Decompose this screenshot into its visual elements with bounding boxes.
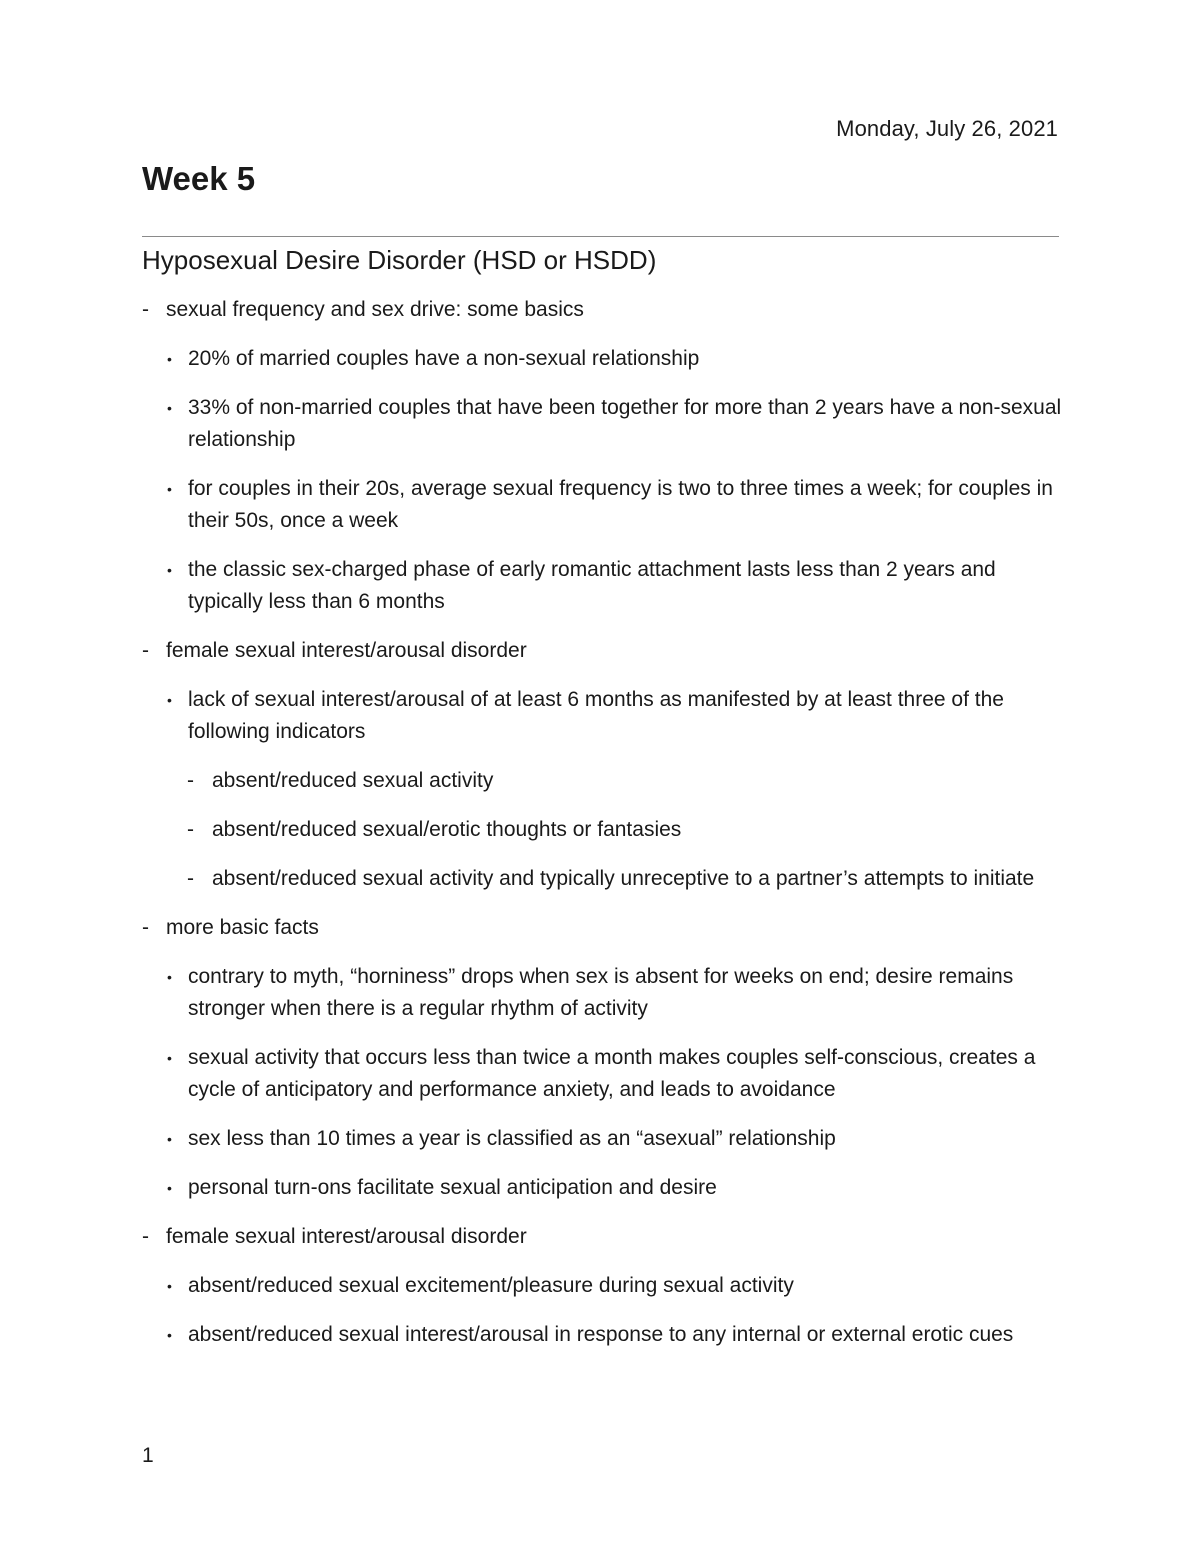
list-item-text: 20% of married couples have a non-sexual relationship <box>188 347 700 370</box>
list-item <box>142 1042 1062 1106</box>
list-item <box>142 343 1062 375</box>
dash-icon: - <box>142 639 149 662</box>
list-item <box>142 554 1062 618</box>
list-item <box>142 912 1062 944</box>
document-date: Monday, July 26, 2021 <box>836 116 1058 141</box>
list-item-text: sexual activity that occurs less than twice a month makes couples self-conscious, creates a cycle of anticipatory and performance anxiety, and leads to avoidance <box>188 1046 1036 1101</box>
section-heading: Hyposexual Desire Disorder (HSD or HSDD) <box>142 245 657 275</box>
list-item-text: the classic sex-charged phase of early romantic attachment lasts less than 2 years and typically less than 6 months <box>188 558 996 613</box>
dash-icon: - <box>187 769 194 792</box>
list-item <box>142 294 1062 326</box>
bullet-icon: • <box>167 1131 172 1147</box>
list-item-text: sexual frequency and sex drive: some basics <box>166 298 584 321</box>
list-item <box>142 1221 1062 1253</box>
list-item-text: female sexual interest/arousal disorder <box>166 639 527 662</box>
list-item-text: 33% of non-married couples that have been together for more than 2 years have a non-sexual relationship <box>188 396 1062 451</box>
list-item <box>142 863 1062 895</box>
dash-icon: - <box>187 818 194 841</box>
bullet-icon: • <box>167 1050 172 1066</box>
list-item <box>142 765 1062 797</box>
dash-icon: - <box>187 867 194 890</box>
list-item <box>142 1123 1062 1155</box>
bullet-icon: • <box>167 351 172 367</box>
bullet-icon: • <box>167 969 172 985</box>
list-item-text: for couples in their 20s, average sexual frequency is two to three times a week; for couples in their 50s, once a week <box>188 477 1053 532</box>
list-item-text: female sexual interest/arousal disorder <box>166 1225 527 1248</box>
list-item-text: absent/reduced sexual excitement/pleasure during sexual activity <box>188 1274 794 1297</box>
bullet-icon: • <box>167 1180 172 1196</box>
bullet-icon: • <box>167 1278 172 1294</box>
list-item <box>142 814 1062 846</box>
bullet-icon: • <box>167 400 172 416</box>
list-item <box>142 684 1062 748</box>
list-item-text: sex less than 10 times a year is classified as an “asexual” relationship <box>188 1127 836 1150</box>
page-title: Week 5 <box>142 160 256 197</box>
list-item-text: more basic facts <box>166 916 319 939</box>
list-item-text: absent/reduced sexual activity and typically unreceptive to a partner’s attempts to initiate <box>212 867 1035 890</box>
page-number: 1 <box>142 1444 154 1467</box>
bullet-icon: • <box>167 481 172 497</box>
dash-icon: - <box>142 298 149 321</box>
dash-icon: - <box>142 1225 149 1248</box>
list-item-text: absent/reduced sexual activity <box>212 769 494 792</box>
list-item-text: absent/reduced sexual/erotic thoughts or fantasies <box>212 818 682 841</box>
list-item <box>142 961 1062 1025</box>
list-item-text: personal turn-ons facilitate sexual anticipation and desire <box>188 1176 717 1199</box>
list-item <box>142 473 1062 537</box>
bullet-icon: • <box>167 562 172 578</box>
list-item-text: lack of sexual interest/arousal of at least 6 months as manifested by at least three of the following indicators <box>188 688 1004 743</box>
list-item <box>142 1319 1062 1351</box>
notes-list <box>142 294 1062 1368</box>
list-item <box>142 1172 1062 1204</box>
list-item <box>142 635 1062 667</box>
list-item-text: absent/reduced sexual interest/arousal in response to any internal or external erotic cues <box>188 1323 1014 1346</box>
list-item <box>142 1270 1062 1302</box>
title-divider <box>142 236 1059 237</box>
list-item <box>142 392 1062 456</box>
bullet-icon: • <box>167 1327 172 1343</box>
dash-icon: - <box>142 916 149 939</box>
list-item-text: contrary to myth, “horniness” drops when sex is absent for weeks on end; desire remains stronger when there is a regular rhythm of activity <box>188 965 1014 1020</box>
bullet-icon: • <box>167 692 172 708</box>
